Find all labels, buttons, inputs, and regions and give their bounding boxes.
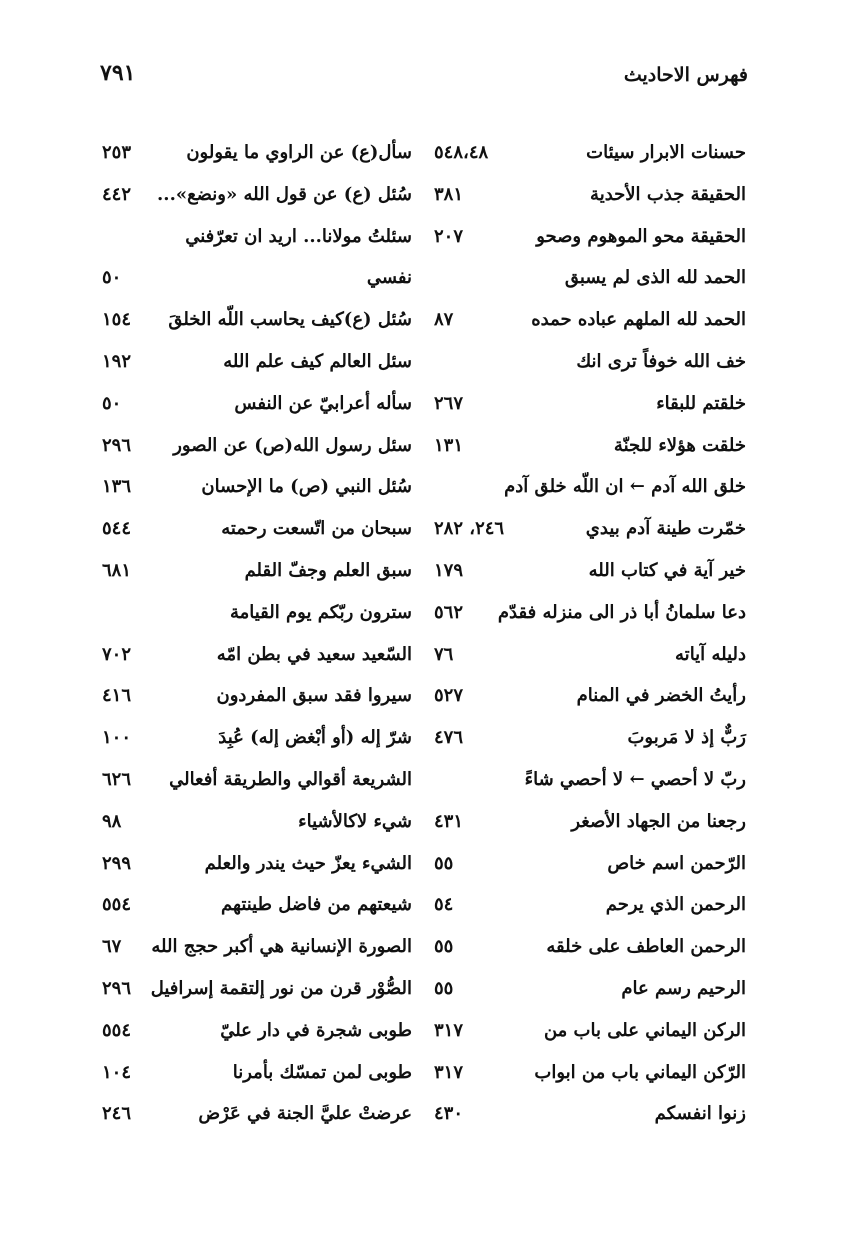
entry-page-number: ١٣١ [434, 434, 464, 456]
entry-text: سأل(ع) عن الراوي ما يقولون [186, 142, 412, 163]
entry-text: السّعيد سعيد في بطن امّه [216, 643, 412, 665]
index-entry [102, 383, 412, 425]
index-entry [102, 1093, 412, 1135]
entry-page-number: ١٧٩ [434, 559, 464, 581]
index-entry [102, 508, 412, 550]
index-entry [434, 675, 746, 717]
entry-text: الشريعة أقوالي والطريقة أفعالي [169, 768, 412, 790]
entry-page-number: ٤٣٠ [434, 1103, 464, 1125]
index-entry [102, 1052, 412, 1094]
index-entry [434, 717, 746, 759]
entry-text: سئل العالم كيف علم الله [223, 350, 412, 372]
entry-page-number: ٢٥٣ [102, 142, 132, 163]
entry-text: دعا سلمانُ أبا ذر الى منزله فقدّم [497, 601, 746, 623]
entry-page-number: ٥٥ [434, 936, 454, 958]
entry-page-number: ٥٤٤ [102, 518, 132, 540]
index-entry [434, 341, 746, 383]
index-entry [434, 634, 746, 676]
index-column-left [102, 132, 412, 1135]
entry-page-number: ٢٩٦ [102, 434, 132, 456]
entry-text: الصورة الإنسانية هي أكبر حجج الله [151, 936, 412, 958]
index-entry [434, 425, 746, 467]
index-entry [434, 1010, 746, 1052]
entry-page-number: ٩٨ [102, 810, 122, 832]
entry-text: خف الله خوفاً ترى انك [576, 350, 746, 372]
entry-text: خلق الله آدم ← ان اللّه خلق آدم [504, 476, 746, 498]
entry-text: سُئل (ع)كيف يحاسب اللّه الخلقَ [168, 309, 412, 331]
index-entry [102, 884, 412, 926]
index-entry [102, 717, 412, 759]
index-entry [434, 299, 746, 341]
entry-page-number: ٢٤٦ [102, 1103, 132, 1125]
index-entry [434, 926, 746, 968]
entry-text: الرحمن الذي يرحم [605, 894, 746, 916]
index-entry [434, 466, 746, 508]
entry-text: رَبٌّ إذ لا مَربوبَ [627, 727, 746, 749]
entry-text: الرّحمن اسم خاص [607, 852, 746, 874]
entry-page-number: ٥٥٤ [102, 1019, 132, 1041]
index-entry [102, 216, 412, 258]
entry-text: سبحان من اتّسعت رحمته [221, 518, 412, 540]
index-entry [102, 425, 412, 467]
entry-text: سئلتُ مولانا... اريد ان تعرّفني [185, 225, 412, 247]
entry-text: خلقت هؤلاء للجنّة [613, 434, 746, 456]
entry-text: الرحيم رسم عام [621, 977, 746, 999]
entry-page-number: ١٠٠ [102, 727, 132, 749]
entry-page-number: ٤٧٦ [434, 727, 464, 749]
index-entry [102, 801, 412, 843]
entry-page-number: ٥٦٢ [434, 601, 464, 623]
entry-text: الشيء يعزّ حيث يندر والعلم [204, 852, 412, 874]
entry-page-number: ٢٦٧ [434, 392, 464, 414]
index-entry [434, 132, 746, 174]
index-entry [434, 801, 746, 843]
index-entry [434, 1052, 746, 1094]
entry-text: سُئل النبي (ص) ما الإحسان [201, 476, 412, 498]
entry-page-number: ٤١٦ [102, 685, 132, 707]
entry-page-number: ٤٣١ [434, 810, 464, 832]
index-entry [102, 592, 412, 634]
index-entry [102, 466, 412, 508]
entry-page-number: ٥٥ [434, 977, 454, 999]
entry-text: خمّرت طينة آدم بيدي [585, 518, 746, 540]
index-entry [434, 884, 746, 926]
index-entry [102, 759, 412, 801]
index-entry [434, 759, 746, 801]
entry-text: نفسي [366, 267, 412, 289]
entry-page-number: ١٥٤ [102, 309, 132, 331]
entry-text: الرحمن العاطف على خلقه [546, 936, 746, 958]
entry-page-number: ٧٠٢ [102, 643, 132, 665]
entry-page-number: ١٩٢ [102, 350, 132, 372]
entry-page-number: ٥٥٤ [102, 894, 132, 916]
entry-text: سأله أعرابيّ عن النفس [234, 392, 412, 414]
entry-page-number: ٢٩٩ [102, 852, 132, 874]
index-entry [434, 843, 746, 885]
entry-text: زنوا انفسكم [654, 1103, 746, 1125]
entry-text: سئل رسول الله(ص) عن الصور [173, 434, 412, 456]
entry-text: سيروا فقد سبق المفردون [216, 685, 412, 707]
index-entry [434, 257, 746, 299]
entry-page-number: ٢٠٧ [434, 225, 464, 247]
entry-page-number: ٥٢٧ [434, 685, 464, 707]
entry-text: ربّ لا أحصي ← لا أحصي شاءً [524, 768, 746, 790]
index-entry [102, 341, 412, 383]
entry-text: حسنات الابرار سيئات [586, 142, 746, 163]
entry-page-number: ٤٤٢ [102, 183, 132, 205]
entry-text: سُئل (ع) عن قول الله «ونضع»... [157, 183, 412, 205]
entry-page-number: ٣١٧ [434, 1061, 464, 1083]
entry-page-number: ٨٧ [434, 309, 454, 331]
entry-page-number: ٥٠ [102, 267, 122, 289]
entry-page-number: ٥٤٨،٤٨ [434, 142, 489, 163]
index-entry [102, 675, 412, 717]
page-header [100, 60, 748, 96]
index-entry [102, 968, 412, 1010]
entry-page-number: ٥٠ [102, 392, 122, 414]
index-entry [434, 968, 746, 1010]
entry-text: دليله آياته [675, 643, 746, 665]
entry-page-number: ٣٨١ [434, 183, 464, 205]
entry-page-number: ٣١٧ [434, 1019, 464, 1041]
entry-text: الرّكن اليماني باب من ابواب [534, 1061, 746, 1083]
entry-page-number: ٦٢٦ [102, 768, 132, 790]
entry-page-number: ٥٤ [434, 894, 454, 916]
entry-text: طوبى لمن تمسّك بأمرنا [232, 1061, 412, 1083]
entry-text: الحقيقة محو الموهوم وصحو [536, 225, 746, 247]
index-entry [434, 550, 746, 592]
index-entry [434, 592, 746, 634]
index-entry [102, 299, 412, 341]
entry-text: خلقتم للبقاء [656, 392, 746, 414]
index-column-right [434, 132, 746, 1135]
entry-page-number: ٦٨١ [102, 559, 132, 581]
index-entry [102, 1010, 412, 1052]
entry-page-number: ٢٤٦، ٢٨٢ [434, 518, 505, 540]
index-entry [434, 1093, 746, 1135]
entry-text: الحقيقة جذب الأحدية [590, 183, 746, 205]
index-entry [102, 174, 412, 216]
entry-text: شيعتهم من فاضل طينتهم [221, 894, 412, 916]
index-entry [434, 216, 746, 258]
entry-page-number: ٢٩٦ [102, 977, 132, 999]
index-entry [102, 550, 412, 592]
index-entry [102, 257, 412, 299]
page-number: ٧٩١ [100, 60, 136, 86]
entry-text: عرضتْ عليَّ الجنة في عَرْض [198, 1103, 412, 1125]
entry-text: الركن اليماني على باب من [543, 1019, 746, 1041]
entry-text: سبق العلم وجفّ القلم [244, 559, 412, 581]
index-entry [102, 926, 412, 968]
entry-text: رأيتُ الخضر في المنام [576, 685, 746, 707]
entry-text: الحمد لله الذى لم يسبق [564, 267, 746, 289]
index-entry [102, 634, 412, 676]
entry-text: خير آية في كتاب الله [588, 559, 746, 581]
entry-page-number: ٦٧ [102, 936, 122, 958]
entry-page-number: ٥٥ [434, 852, 454, 874]
entry-text: شرّ إله (أو أبْغض إله) عُبِدَ [218, 727, 412, 749]
entry-text: طوبى شجرة في دار عليّ [220, 1019, 412, 1041]
entry-text: سترون ربّكم يوم القيامة [229, 601, 412, 623]
entry-text: شيء لاكالأشياء [298, 810, 412, 832]
page-title: فهرس الاحاديث [623, 64, 748, 86]
entry-text: رجعنا من الجهاد الأصغر [571, 810, 746, 832]
entry-page-number: ١٠٤ [102, 1061, 132, 1083]
index-entry [434, 174, 746, 216]
entry-page-number: ٧٦ [434, 643, 454, 665]
index-entry [434, 508, 746, 550]
entry-text: الحمد لله الملهم عباده حمده [531, 309, 746, 331]
index-entry [434, 383, 746, 425]
index-entry [102, 132, 412, 174]
index-entry [102, 843, 412, 885]
entry-page-number: ١٣٦ [102, 476, 132, 498]
entry-text: الصُّوْر قرن من نور إلتقمة إسرافيل [150, 977, 412, 999]
